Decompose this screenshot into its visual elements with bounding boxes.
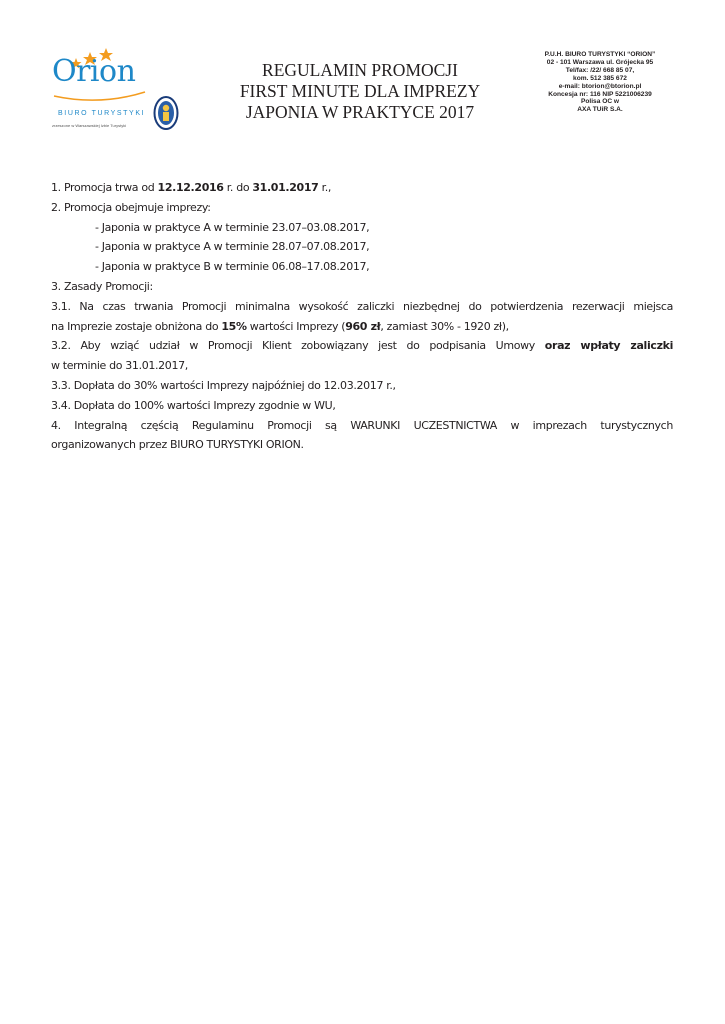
- clause-3-4: 3.4. Dopłata do 100% wartości Imprezy zgodnie w WU,: [51, 398, 336, 412]
- deposit-percent: 15%: [221, 319, 247, 333]
- contact-company: P.U.H. BIURO TURYSTYKI “ORION”: [544, 51, 656, 58]
- clause-3-2-line-2: w terminie do 31.01.2017,: [51, 359, 188, 373]
- tour-item-1: - Japonia w praktyce A w terminie 23.07–03.08.2017,: [95, 220, 370, 234]
- contact-phone: Tel/fax: /22/ 668 85 07,: [565, 66, 635, 74]
- contact-email: e-mail: btorion@btorion.pl: [558, 82, 642, 90]
- clause-3-3: 3.3. Dopłata do 30% wartości Imprezy najpóźniej do 12.03.2017 r.,: [51, 378, 396, 392]
- deposit-amount: 960 zł: [345, 319, 381, 333]
- chamber-emblem-icon: [153, 95, 179, 131]
- clause-2: 2. Promocja obejmuje imprezy:: [51, 200, 211, 214]
- clause-3-1-line-1: 3.1. Na czas trwania Promocji minimalna wysokość zaliczki niezbędnej do potwierdzenia rezerwacji miejsca: [51, 299, 673, 313]
- document-title: [215, 60, 505, 123]
- logo-tagline: zrzeszone w Warszawskiej Izbie Turystyki: [52, 123, 127, 128]
- clause-3-1-line-2: na Imprezie zostaje obniżona do 15% wartości Imprezy (960 zł, zamiast 30% - 1920 zł),: [51, 319, 509, 333]
- end-date: 31.01.2017: [252, 181, 319, 194]
- start-date: 12.12.2016: [157, 181, 224, 194]
- contact-insurer: AXA TUiR S.A.: [577, 106, 623, 114]
- tour-item-2: - Japonia w praktyce A w terminie 28.07–07.08.2017,: [95, 240, 370, 254]
- regulations-body: [51, 178, 673, 455]
- contact-mobile: kom. 512 385 672: [573, 74, 627, 82]
- title-line-2: FIRST MINUTE DLA IMPREZY: [239, 81, 481, 101]
- contact-address: 02 - 101 Warszawa ul. Grójecka 95: [546, 58, 654, 66]
- logo-wordmark: Orion: [52, 54, 136, 89]
- contact-license: Koncesja nr: 116 NIP 5221006239: [548, 90, 652, 98]
- tour-item-3: - Japonia w praktyce B w terminie 06.08–17.08.2017,: [95, 260, 370, 274]
- clause-3: 3. Zasady Promocji:: [51, 279, 153, 293]
- clause-1: 1. Promocja trwa od 12.12.2016 r. do 31.01.2017 r.,: [51, 181, 332, 194]
- title-line-1: REGULAMIN PROMOCJI: [262, 60, 458, 80]
- logo-subtitle: BIURO TURYSTYKI: [58, 110, 146, 117]
- clause-4-line-2: organizowanych przez BIURO TURYSTYKI ORION.: [51, 438, 304, 452]
- contact-insurance: Polisa OC w: [580, 98, 620, 106]
- contact-block: [525, 51, 675, 114]
- title-line-3: JAPONIA W PRAKTYCE 2017: [245, 102, 475, 122]
- clause-3-2-line-1: 3.2. Aby wziąć udział w Promocji Klient zobowiązany jest do podpisania Umowy oraz wpłaty zaliczki: [51, 339, 674, 353]
- clause-4-line-1: 4. Integralną częścią Regulaminu Promocji są WARUNKI UCZESTNICTWA w imprezach turystycznych: [51, 418, 673, 432]
